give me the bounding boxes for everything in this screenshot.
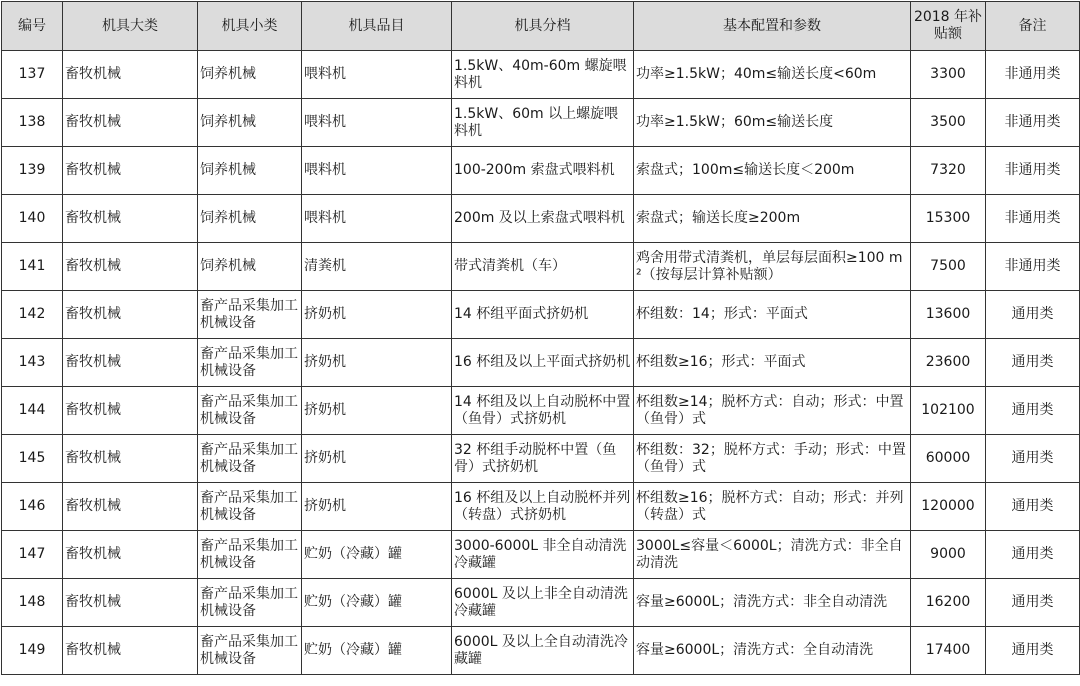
cell-subsidy: 3300: [911, 51, 986, 99]
cell-grade: 14 杯组平面式挤奶机: [452, 291, 634, 339]
table-header: [2, 2, 1080, 51]
cell-subsidy: 120000: [911, 483, 986, 531]
cell-grade: 16 杯组及以上自动脱杯并列（转盘）式挤奶机: [452, 483, 634, 531]
cell-note: 通用类: [986, 627, 1080, 675]
cell-spec: 杯组数：32；脱杯方式：手动；形式：中置（鱼骨）式: [634, 435, 911, 483]
cell-item: 挤奶机: [302, 291, 452, 339]
cell-spec: 杯组数≥16；形式：平面式: [634, 339, 911, 387]
cell-grade: 3000-6000L 非全自动清洗冷藏罐: [452, 531, 634, 579]
cell-major-category: 畜牧机械: [63, 483, 198, 531]
cell-subsidy: 3500: [911, 99, 986, 147]
cell-subsidy: 7320: [911, 147, 986, 195]
header-grade: 机具分档: [452, 2, 634, 51]
cell-minor-category: 饲养机械: [198, 99, 302, 147]
cell-grade: 6000L 及以上全自动清洗冷藏罐: [452, 627, 634, 675]
cell-grade: 带式清粪机（车）: [452, 243, 634, 291]
cell-item: 贮奶（冷藏）罐: [302, 627, 452, 675]
header-note: 备注: [986, 2, 1080, 51]
cell-minor-category: 饲养机械: [198, 195, 302, 243]
cell-note: 非通用类: [986, 243, 1080, 291]
cell-id: 142: [2, 291, 63, 339]
cell-id: 146: [2, 483, 63, 531]
cell-item: 喂料机: [302, 195, 452, 243]
cell-note: 通用类: [986, 387, 1080, 435]
cell-spec: 容量≥6000L；清洗方式：非全自动清洗: [634, 579, 911, 627]
cell-item: 喂料机: [302, 147, 452, 195]
cell-major-category: 畜牧机械: [63, 243, 198, 291]
cell-major-category: 畜牧机械: [63, 51, 198, 99]
cell-spec: 杯组数：14；形式：平面式: [634, 291, 911, 339]
cell-major-category: 畜牧机械: [63, 531, 198, 579]
cell-note: 非通用类: [986, 99, 1080, 147]
cell-grade: 32 杯组手动脱杯中置（鱼骨）式挤奶机: [452, 435, 634, 483]
header-major-category: 机具大类: [63, 2, 198, 51]
cell-subsidy: 17400: [911, 627, 986, 675]
cell-id: 140: [2, 195, 63, 243]
table-row: [2, 291, 1080, 339]
cell-note: 通用类: [986, 291, 1080, 339]
cell-minor-category: 畜产品采集加工机械设备: [198, 339, 302, 387]
cell-minor-category: 畜产品采集加工机械设备: [198, 483, 302, 531]
cell-spec: 功率≥1.5kW；40m≤输送长度<60m: [634, 51, 911, 99]
cell-major-category: 畜牧机械: [63, 627, 198, 675]
cell-note: 非通用类: [986, 51, 1080, 99]
cell-grade: 14 杯组及以上自动脱杯中置（鱼骨）式挤奶机: [452, 387, 634, 435]
cell-spec: 索盘式；100m≤输送长度＜200m: [634, 147, 911, 195]
cell-minor-category: 畜产品采集加工机械设备: [198, 531, 302, 579]
cell-id: 137: [2, 51, 63, 99]
cell-grade: 1.5kW、60m 以上螺旋喂料机: [452, 99, 634, 147]
cell-subsidy: 9000: [911, 531, 986, 579]
cell-minor-category: 畜产品采集加工机械设备: [198, 291, 302, 339]
cell-grade: 200m 及以上索盘式喂料机: [452, 195, 634, 243]
cell-minor-category: 饲养机械: [198, 51, 302, 99]
cell-note: 非通用类: [986, 195, 1080, 243]
cell-id: 148: [2, 579, 63, 627]
cell-grade: 6000L 及以上非全自动清洗冷藏罐: [452, 579, 634, 627]
table-row: [2, 483, 1080, 531]
cell-minor-category: 饲养机械: [198, 147, 302, 195]
cell-subsidy: 23600: [911, 339, 986, 387]
cell-subsidy: 15300: [911, 195, 986, 243]
table-row: [2, 147, 1080, 195]
cell-major-category: 畜牧机械: [63, 339, 198, 387]
cell-note: 通用类: [986, 579, 1080, 627]
cell-id: 141: [2, 243, 63, 291]
cell-grade: 100-200m 索盘式喂料机: [452, 147, 634, 195]
cell-major-category: 畜牧机械: [63, 195, 198, 243]
cell-id: 139: [2, 147, 63, 195]
cell-major-category: 畜牧机械: [63, 291, 198, 339]
cell-major-category: 畜牧机械: [63, 147, 198, 195]
cell-id: 149: [2, 627, 63, 675]
header-minor-category: 机具小类: [198, 2, 302, 51]
header-item: 机具品目: [302, 2, 452, 51]
cell-minor-category: 畜产品采集加工机械设备: [198, 387, 302, 435]
cell-item: 喂料机: [302, 99, 452, 147]
table-row: [2, 435, 1080, 483]
cell-id: 144: [2, 387, 63, 435]
cell-major-category: 畜牧机械: [63, 99, 198, 147]
cell-minor-category: 饲养机械: [198, 243, 302, 291]
table-row: [2, 99, 1080, 147]
header-spec: 基本配置和参数: [634, 2, 911, 51]
cell-item: 挤奶机: [302, 387, 452, 435]
cell-spec: 索盘式；输送长度≥200m: [634, 195, 911, 243]
cell-id: 145: [2, 435, 63, 483]
cell-grade: 1.5kW、40m-60m 螺旋喂料机: [452, 51, 634, 99]
cell-item: 贮奶（冷藏）罐: [302, 531, 452, 579]
cell-minor-category: 畜产品采集加工机械设备: [198, 435, 302, 483]
cell-note: 通用类: [986, 339, 1080, 387]
table-row: [2, 195, 1080, 243]
header-subsidy: 2018 年补贴额: [911, 2, 986, 51]
table-row: [2, 627, 1080, 675]
cell-minor-category: 畜产品采集加工机械设备: [198, 627, 302, 675]
cell-spec: 杯组数≥14；脱杯方式：自动；形式：中置（鱼骨）式: [634, 387, 911, 435]
cell-note: 通用类: [986, 531, 1080, 579]
table-body: [2, 51, 1080, 675]
cell-subsidy: 102100: [911, 387, 986, 435]
cell-item: 贮奶（冷藏）罐: [302, 579, 452, 627]
cell-subsidy: 16200: [911, 579, 986, 627]
cell-spec: 容量≥6000L；清洗方式：全自动清洗: [634, 627, 911, 675]
cell-spec: 杯组数≥16；脱杯方式：自动；形式：并列（转盘）式: [634, 483, 911, 531]
table-row: [2, 243, 1080, 291]
cell-grade: 16 杯组及以上平面式挤奶机: [452, 339, 634, 387]
table-row: [2, 51, 1080, 99]
subsidy-table: [1, 1, 1080, 675]
header-id: 编号: [2, 2, 63, 51]
table-row: [2, 579, 1080, 627]
cell-minor-category: 畜产品采集加工机械设备: [198, 579, 302, 627]
table-row: [2, 531, 1080, 579]
cell-note: 通用类: [986, 483, 1080, 531]
cell-spec: 功率≥1.5kW；60m≤输送长度: [634, 99, 911, 147]
cell-subsidy: 13600: [911, 291, 986, 339]
cell-id: 138: [2, 99, 63, 147]
cell-subsidy: 7500: [911, 243, 986, 291]
cell-item: 喂料机: [302, 51, 452, 99]
table-row: [2, 339, 1080, 387]
cell-major-category: 畜牧机械: [63, 435, 198, 483]
cell-item: 挤奶机: [302, 483, 452, 531]
cell-note: 非通用类: [986, 147, 1080, 195]
cell-major-category: 畜牧机械: [63, 579, 198, 627]
cell-note: 通用类: [986, 435, 1080, 483]
cell-subsidy: 60000: [911, 435, 986, 483]
cell-item: 挤奶机: [302, 339, 452, 387]
cell-item: 清粪机: [302, 243, 452, 291]
table-row: [2, 387, 1080, 435]
cell-item: 挤奶机: [302, 435, 452, 483]
cell-spec: 鸡舍用带式清粪机，单层每层面积≥100 m²（按每层计算补贴额）: [634, 243, 911, 291]
cell-id: 147: [2, 531, 63, 579]
cell-major-category: 畜牧机械: [63, 387, 198, 435]
cell-id: 143: [2, 339, 63, 387]
cell-spec: 3000L≤容量＜6000L；清洗方式：非全自动清洗: [634, 531, 911, 579]
